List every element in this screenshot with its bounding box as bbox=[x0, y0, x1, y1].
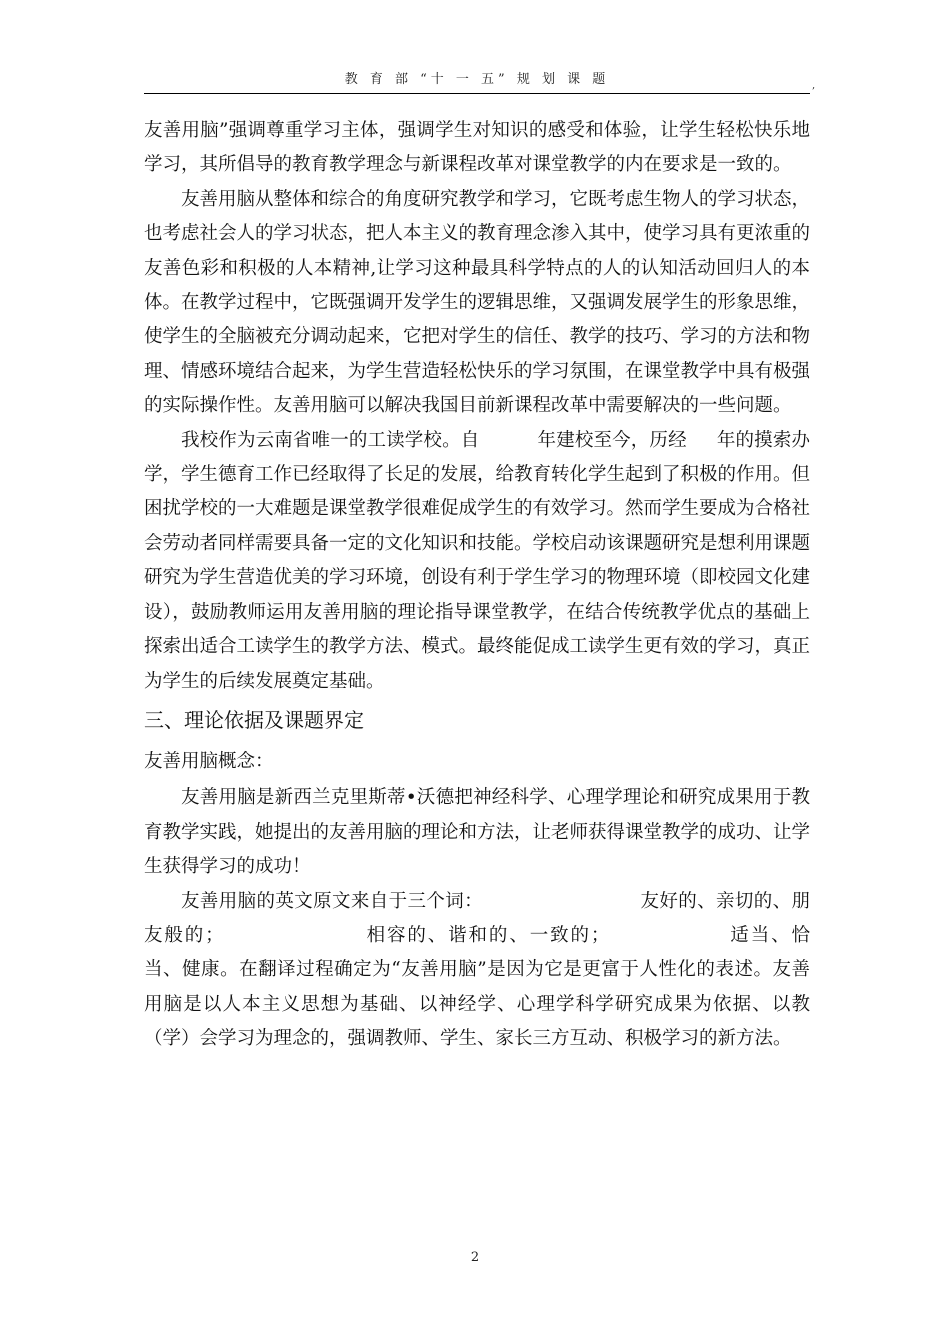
paragraph-1: 友善用脑”强调尊重学习主体，强调学生对知识的感受和体验，让学生轻松快乐地学习，其所倡导的教育教学理念与新课程改革对课堂教学的内在要求是一致的。 bbox=[144, 120, 810, 176]
header-mark: , bbox=[812, 80, 816, 91]
paragraph-3-part-a: 我校作为云南省唯一的工读学校。自 bbox=[181, 429, 480, 451]
paragraph-5 bbox=[144, 885, 810, 1057]
paragraph-5-part-b: 友好的、亲切的、朋友般的； bbox=[144, 890, 810, 946]
paragraph-5-part-d: 适当、恰当、健康。在翻译过程确定为“友善用脑”是因为它是更富于人性化的表述。友善用脑是以人本主义思想为基础、以神经学、心理学科学研究成果为依据、以教（学）会学习为理念的，强调教师、学生、家长三方互动、积极学习的新方法。 bbox=[144, 924, 810, 1050]
paragraph-2: 友善用脑从整体和综合的角度研究教学和学习，它既考虑生物人的学习状态，也考虑社会人的学习状态，把人本主义的教育理念渗入其中，使学习具有更浓重的友善色彩和积极的人本精神,让学习这种最具科学特点的人的认知活动回归人的本体。在教学过程中，它既强调开发学生的逻辑思维，又强调发展学生的形象思维，使学生的全脑被充分调动起来，它把对学生的信任、教学的技巧、学习的方法和物理、情感环境结合起来，为学生营造轻松快乐的学习氛围，在课堂教学中具有极强的实际操作性。友善用脑可以解决我国目前新课程改革中需要解决的一些问题。 bbox=[144, 188, 811, 417]
paragraph-5-part-a: 友善用脑的英文原文来自于三个词： bbox=[181, 890, 484, 912]
paragraph-3-part-c: 年的摸索办学，学生德育工作已经取得了长足的发展，给教育转化学生起到了积极的作用。但困扰学校的一大难题是课堂教学很难促成学生的有效学习。然而学生要成为合格社会劳动者同样需要具备一定的文化知识和技能。学校启动该课题研究是想利用课题研究为学生营造优美的学习环境，创设有利于学生学习的物理环境（即校园文化建设），鼓励教师运用友善用脑的理论指导课堂教学，在结合传统教学优点的基础上探索出适合工读学生的教学方法、模式。最终能促成工读学生更有效的学习，真正为学生的后续发展奠定基础。 bbox=[144, 429, 811, 692]
page-header: 教 育 部 “十 一 五” 规 划 课 题 bbox=[344, 72, 610, 87]
page-number: 2 bbox=[470, 1250, 480, 1265]
paragraph-5-part-c: 相容的、谐和的、一致的； bbox=[364, 924, 610, 946]
header-rule bbox=[144, 93, 810, 94]
document-body bbox=[144, 114, 810, 1057]
subheading-concept: 友善用脑概念： bbox=[144, 750, 274, 772]
section-heading: 三、理论依据及课题界定 bbox=[144, 707, 364, 732]
paragraph-3-part-b: 年建校至今，历经 bbox=[537, 429, 687, 451]
paragraph-4: 友善用脑是新西兰克里斯蒂•沃德把神经科学、心理学理论和研究成果用于教育教学实践，她提出的友善用脑的理论和方法，让老师获得课堂教学的成功、让学生获得学习的成功！ bbox=[144, 787, 811, 878]
paragraph-3 bbox=[144, 424, 810, 699]
